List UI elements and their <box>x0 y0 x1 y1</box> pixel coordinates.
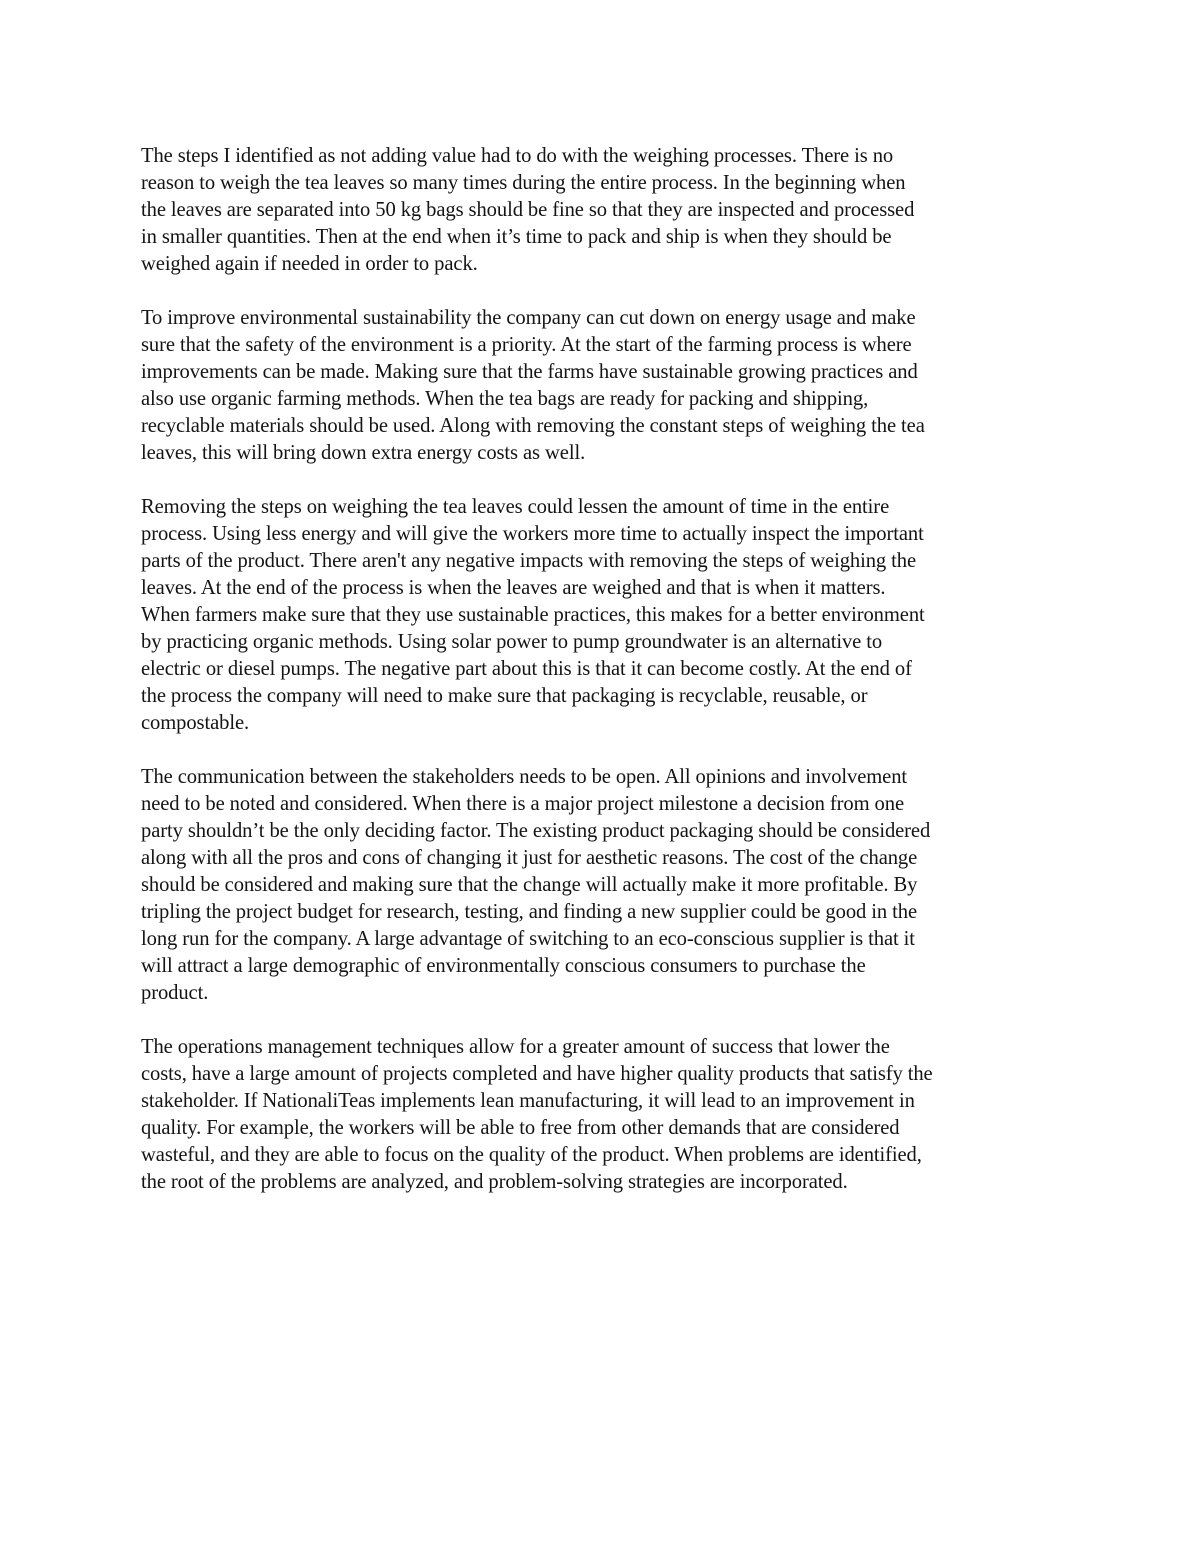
paragraph-weighing-steps: The steps I identified as not adding value had to do with the weighing processes. There is no reason to weigh the tea leaves so many times during the entire process. In the beginning when the leaves are separated into 50 kg bags should be fine so that they are inspected and processed in smaller quantities. Then at the end when it’s time to pack and ship is when they should be weighed again if needed in order to pack. <box>141 145 915 275</box>
paragraph-removing-weighing-steps: Removing the steps on weighing the tea leaves could lessen the amount of time in the entire process. Using less energy and will give the workers more time to actually inspect the important parts of the product. There aren't any negative impacts with removing the steps of weighing the leaves. At the end of the process is when the leaves are weighed and that is when it matters. When farmers make sure that they use sustainable practices, this makes for a better environment by practicing organic methods. Using solar power to pump groundwater is an alternative to electric or diesel pumps. The negative part about this is that it can become costly. At the end of the process the company will need to make sure that packaging is recyclable, reusable, or compostable. <box>141 496 925 734</box>
paragraph-stakeholder-communication: The communication between the stakeholders needs to be open. All opinions and involvement need to be noted and considered. When there is a major project milestone a decision from one party shouldn’t be the only deciding factor. The existing product packaging should be considered along with all the pros and cons of changing it just for aesthetic reasons. The cost of the change should be considered and making sure that the change will actually make it more profitable. By tripling the project budget for research, testing, and finding a new supplier could be good in the long run for the company. A large advantage of switching to an eco-conscious supplier is that it will attract a large demographic of environmentally conscious consumers to purchase the product. <box>141 766 931 1004</box>
paragraph-environmental-sustainability: To improve environmental sustainability the company can cut down on energy usage and make sure that the safety of the environment is a priority. At the start of the farming process is where improvements can be made. Making sure that the farms have sustainable growing practices and also use organic farming methods. When the tea bags are ready for packing and shipping, recyclable materials should be used. Along with removing the constant steps of weighing the tea leaves, this will bring down extra energy costs as well. <box>141 307 925 464</box>
paragraph-operations-management: The operations management techniques allow for a greater amount of success that lower the costs, have a large amount of projects completed and have higher quality products that satisfy the stakeholder. If NationaliTeas implements lean manufacturing, it will lead to an improvement in quality. For example, the workers will be able to free from other demands that are considered wasteful, and they are able to focus on the quality of the product. When problems are identified, the root of the problems are analyzed, and problem-solving strategies are incorporated. <box>141 1036 933 1193</box>
document-body <box>141 143 1071 1223</box>
